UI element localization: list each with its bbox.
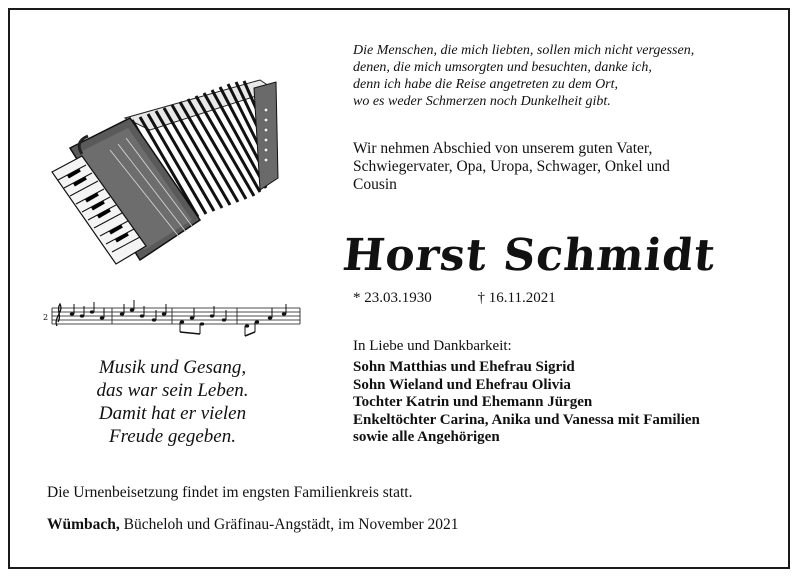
- mourners-list: [353, 359, 783, 447]
- death-date: † 16.11.2021: [477, 290, 556, 306]
- intro-line: Wir nehmen Abschied von unserem guten Vater,: [353, 140, 653, 157]
- quote-line: Damit hat er vielen: [98, 403, 247, 424]
- poem-line: wo es weder Schmerzen noch Dunkelheit gibt.: [353, 94, 611, 109]
- thanks-line: In Liebe und Dankbarkeit:: [353, 338, 512, 354]
- mourner-item: Sohn Matthias und Ehefrau Sigrid: [353, 359, 575, 375]
- mourner-item: Tochter Katrin und Ehemann Jürgen: [353, 394, 593, 410]
- poem-line: denn ich habe die Reise angetreten zu dem Ort,: [353, 77, 619, 92]
- memorial-poem: [353, 42, 783, 110]
- quote-line: Musik und Gesang,: [98, 357, 247, 378]
- intro-line: Cousin: [353, 176, 397, 193]
- farewell-intro: [353, 140, 783, 194]
- mourner-item: Sohn Wieland und Ehefrau Olivia: [353, 376, 571, 393]
- mourner-item: sowie alle Angehörigen: [353, 429, 500, 445]
- quote-line: das war sein Leben.: [96, 380, 249, 401]
- birth-date: * 23.03.1930: [353, 290, 432, 306]
- mourner-item: Enkeltöchter Carina, Anika und Vanessa mit Familien: [353, 411, 700, 428]
- place-date-line: [47, 516, 747, 534]
- accordion-illustration: [40, 70, 295, 270]
- quote-line: Freude gegeben.: [109, 426, 236, 447]
- poem-line: denen, die mich umsorgten und besuchten, danke ich,: [353, 60, 652, 75]
- sheet-music-illustration: [42, 298, 302, 338]
- music-quote: [40, 356, 305, 448]
- svg-text:2: 2: [43, 313, 49, 322]
- urn-burial-note: Die Urnenbeisetzung findet im engsten Familienkreis statt.: [47, 484, 413, 501]
- deceased-name: Horst Schmidt: [340, 230, 719, 281]
- life-dates: [353, 289, 783, 307]
- intro-line: Schwiegervater, Opa, Uropa, Schwager, Onkel und: [353, 158, 670, 175]
- place-town: Wümbach,: [47, 516, 120, 533]
- place-rest: Bücheloh und Gräfinau-Angstädt, im November 2021: [119, 516, 459, 533]
- poem-line: Die Menschen, die mich liebten, sollen mich nicht vergessen,: [353, 43, 695, 58]
